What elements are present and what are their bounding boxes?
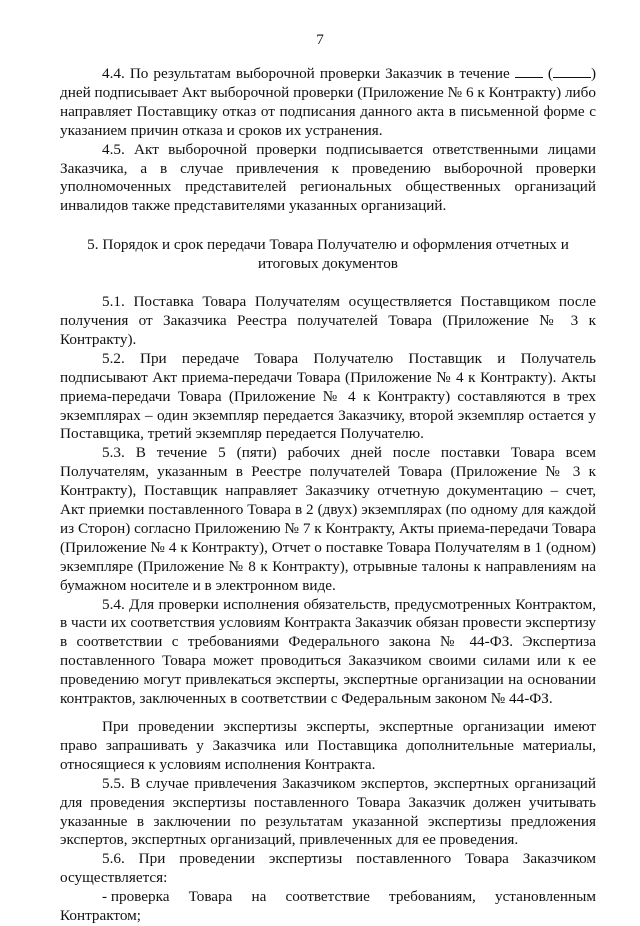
section-5-heading: 5. Порядок и срок передачи Товара Получателю и оформления отчетных и итоговых документов (87, 236, 569, 273)
paragraph-5-3: 5.3. В течение 5 (пяти) рабочих дней после поставки Товара всем Получателям, указанным в Реестре получателей Товара (Приложение № 3 к Контракту), Поставщик направляет Заказчику отчетную документацию – счет, Акт приемки поставленного Товара в 2 (двух) экземплярах (по одному для каждой из Сторон) согласно Приложению № 7 к Контракту, Акты приема-передачи Товара (Приложение № 4 к Контракту), Отчет о поставке Товара Получателям в 1 (одном) экземпляре (Приложение № 8 к Контракту), отрывные талоны к направлениям на бумажном носителе и в электронном виде. (60, 444, 596, 594)
paragraph-5-2: 5.2. При передаче Товара Получателю Поставщик и Получатель подписывают Акт приема-передачи Товара (Приложение № 4 к Контракту). Акты приема-передачи Товара (Приложение № 4 к Контракту) составляются в трех экземплярах – один экземпляр передается Заказчику, второй экземпляр остается у Поставщика, третий экземпляр передается Получателю. (60, 349, 596, 443)
days-blank-field (515, 64, 543, 78)
paren-close: ) (590, 65, 596, 82)
document-body (60, 64, 596, 926)
paragraph-4-4-start: 4.4. По результатам выборочной проверки Заказчик в течение (102, 65, 510, 82)
paragraph-4-5: 4.5. Акт выборочной проверки подписывается ответственными лицами Заказчика, а в случае привлечения к проведению выборочной проверки уполномоченных представителей региональных общественных организаций инвалидов также представителями указанных организаций. (60, 140, 596, 215)
paragraph-4-4-rest: дней подписывает Акт выборочной проверки (Приложение № 6 к Контракту) либо направляет Поставщику отказ от подписания данного акта в письменной форме с указанием причин отказа и сроков их устранения. (60, 83, 596, 139)
list-word: установленным (494, 888, 596, 906)
paragraph-5-6: 5.6. При проведении экспертизы поставленного Товара Заказчиком осуществляется: (60, 850, 596, 887)
page-number: 7 (316, 31, 324, 48)
paragraph-5-1: 5.1. Поставка Товара Получателям осуществляется Поставщиком после получения от Заказчика Реестра получателей Товара (Приложение № 3 к Контракту). (60, 293, 596, 348)
list-word: на (251, 888, 267, 906)
list-word: требованиям, (389, 888, 476, 906)
paragraph-5-4: 5.4. Для проверки исполнения обязательств, предусмотренных Контрактом, в части их соответствия условиям Контракта Заказчик обязан провести экспертизу в соответствии с требованиями Федерального закона № 44-ФЗ. Экспертиза поставленного Товара может проводиться Заказчиком своими силами или к ее проведению могут привлекаться эксперты, экспертные организации на основании контрактов, заключенных в соответствии с Федеральным законом № 44-ФЗ. (60, 595, 596, 708)
list-item-product-check (60, 888, 596, 907)
paragraph-5-5: 5.5. В случае привлечения Заказчиком экспертов, экспертных организаций для проведения экспертизы поставленного Товара Заказчик должен учитывать указанные в заключении по результатам указанной экспертизы предложения экспертов, экспертных организаций, привлеченных для ее проведения. (60, 774, 596, 849)
list-word: - проверка (102, 888, 170, 906)
paren-open: ( (547, 65, 553, 82)
list-word: соответствие (285, 888, 370, 906)
list-item-line (102, 888, 596, 907)
paragraph-5-4-expertise: При проведении экспертизы эксперты, экспертные организации имеют право запрашивать у Заказчика или Поставщика дополнительные материалы, относящиеся к условиям исполнения Контракта. (60, 718, 596, 773)
paragraph-4-4 (60, 64, 596, 141)
days-words-blank-field (553, 64, 591, 78)
list-word: Товара (188, 888, 233, 906)
list-item-tail: Контрактом; (60, 907, 142, 925)
